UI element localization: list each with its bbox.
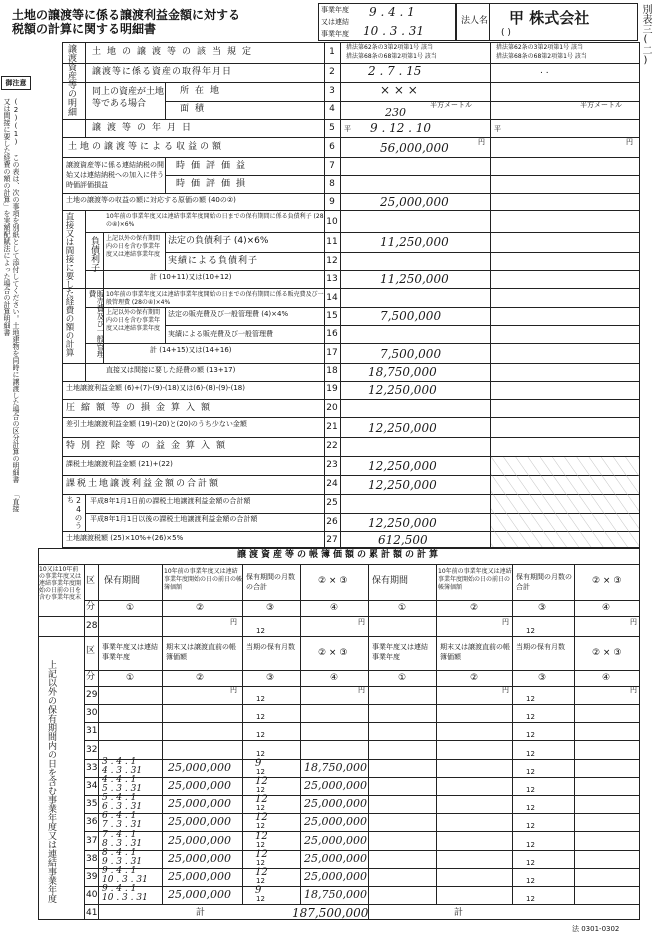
row10-label: 10年前の事業年度又は連結事業年度開始の日までの保有期間に係る負債利子 (28の④)×6%	[106, 213, 324, 228]
lower-row-line	[84, 704, 640, 705]
lower-row-line	[84, 759, 640, 760]
row5-label: 譲渡等の年月日	[92, 123, 198, 133]
lower-row-book[interactable]: 25,000,000	[168, 852, 231, 865]
row6-label: 土地の譲渡等による収益の額	[68, 142, 225, 152]
lower2-col-book-b: 期末又は譲渡直前の帳簿価額	[440, 643, 510, 661]
row15-prelabel: 上記以外の保有期間内の日を含む事業年度又は連結事業年度	[106, 309, 161, 332]
row41-no: 41	[86, 908, 98, 918]
lower-col-months-2: 保有期間の月数の合計	[516, 573, 572, 591]
row16-label: 実績による販売費及び一般管理費	[168, 330, 273, 338]
title-line-2: 税額の計算に関する明細書	[12, 22, 157, 36]
lower-row-twelve-b: 12	[526, 895, 535, 903]
label-of-which: 24のうち	[66, 496, 83, 529]
lower-row-line	[84, 850, 640, 851]
form-title	[12, 8, 312, 36]
lower-row-twelve: 12	[256, 786, 265, 794]
row9-no: 9	[329, 197, 335, 207]
circ1-d: ①	[398, 673, 407, 683]
circ1-a: ①	[126, 603, 135, 613]
lower2-col-book: 期末又は譲渡直前の帳簿価額	[166, 643, 236, 661]
lower2-ku: 区	[86, 646, 96, 656]
row41-label: 計	[196, 908, 206, 918]
lower-row-book[interactable]: 25,000,000	[168, 761, 231, 774]
corp-name-value[interactable]: 甲 株式会社	[509, 9, 590, 27]
lower-row-twelve-b: 12	[526, 786, 535, 794]
fiscal-year-box	[318, 3, 456, 41]
lower-row-twelve-b: 12	[526, 731, 535, 739]
lower-row-book[interactable]: 25,000,000	[168, 815, 231, 828]
hatch-area	[491, 457, 639, 547]
row17-label: 計 (14+15)又は(14+16)	[150, 346, 232, 354]
row13-label: 計 (10+11)又は(10+12)	[150, 273, 232, 281]
row6-unit2: 円	[626, 138, 633, 146]
row41-label-2: 計	[454, 908, 464, 918]
label-transfer-assets: 譲渡資産等の明細	[66, 44, 76, 116]
lower-row-no: 29	[86, 690, 98, 700]
label-holding: 10又は10年前の事業年度又は連結事業年度開始の日前の日を含む事業年度末	[39, 566, 82, 601]
row3-prelabel: 同上の資産が土地等である場合	[92, 87, 165, 109]
row2-c1[interactable]: 2 . 7 . 15	[368, 64, 422, 78]
row27-no: 27	[326, 535, 338, 545]
lower-row-period[interactable]: 7 . 4 . 1 8 . 3 . 31	[102, 830, 143, 849]
lower-row-product[interactable]: 25,000,000	[304, 779, 367, 792]
lower-title: 譲渡資産等の帳簿価額の累計額の計算	[236, 550, 441, 560]
lower-row-no: 40	[86, 890, 98, 900]
lower-row-period[interactable]: 3 . 4 . 1 4 . 3 . 31	[102, 757, 143, 776]
lower2-bun: 分	[86, 672, 96, 682]
lower-row-months[interactable]: 9	[255, 758, 262, 769]
circ3-a: ③	[266, 603, 275, 613]
lower-row-no: 37	[86, 836, 98, 846]
row25-label: 平成8年1月1日前の課税土地譲渡利益金額の合計額	[90, 497, 251, 505]
row23-no: 23	[326, 460, 338, 470]
lower-row-yen-2: 円	[358, 686, 365, 694]
lower-col-period: 保有期間	[104, 576, 141, 586]
row17-no: 17	[326, 348, 338, 358]
circ1-b: ①	[398, 603, 407, 613]
row6-unit: 円	[478, 138, 485, 146]
lower-col-book: 10年前の事業年度又は連結事業年度開始の日の前日の帳簿価額	[164, 568, 243, 591]
row5-c1[interactable]: 9 . 12 . 10	[370, 121, 432, 135]
row2-no: 2	[329, 67, 335, 77]
lower2-col-period-b: 事業年度又は連結事業年度	[372, 643, 428, 661]
lower-row-no: 32	[86, 745, 98, 755]
fiscal-label-3: 事業年度	[321, 30, 349, 38]
row1-c1b[interactable]: 措法第68条の68第2項第1号 該当	[346, 53, 437, 60]
row1-no: 1	[329, 47, 335, 57]
caution-text: (2)(1) この表は、次の事項を別紙として添付してください。土地建物を同時に譲渡した場合の区分計算の明細書 「直接又は間接に要した経費の額の計算」を実額配賦法によった場合の計算明細書	[3, 98, 20, 512]
row28-no: 28	[86, 621, 98, 631]
row5-prefix2: 平	[494, 125, 501, 133]
row23-c1[interactable]: 12,250,000	[368, 459, 437, 473]
circ2-c: ②	[196, 673, 205, 683]
lower-row-product[interactable]: 25,000,000	[304, 870, 367, 883]
circ4-a: ④	[330, 603, 339, 613]
row4-label: 面積	[180, 104, 211, 114]
lower-row-twelve-b: 12	[526, 859, 535, 867]
row12-label: 実績による負債利子	[168, 256, 259, 266]
row11-label: 法定の負債利子 (4)×6%	[168, 236, 269, 246]
lower-row-yen: 円	[230, 686, 237, 694]
row18-label: 直接又は間接に要した経費の額 (13+17)	[106, 366, 236, 374]
row41-value[interactable]: 187,500,000	[292, 906, 369, 920]
lower-row-months[interactable]: 12	[255, 812, 268, 823]
row4-unit2: 平方メートル	[580, 101, 622, 109]
row5-prefix: 平	[344, 125, 351, 133]
row20-no: 20	[326, 403, 338, 413]
lower-row-line	[84, 777, 640, 778]
row24-label: 課税土地譲渡利益金額の合計額	[66, 479, 221, 489]
circ2-b: ②	[470, 603, 479, 613]
row11-prelabel: 上記以外の保有期間内の日を含む事業年度又は連結事業年度	[106, 235, 161, 258]
lower-row-months[interactable]: 12	[255, 794, 268, 805]
row7-label: 時価評価益	[176, 161, 252, 171]
lower-row-book[interactable]: 25,000,000	[168, 834, 231, 847]
circ3-d: ③	[538, 673, 547, 683]
row4-no: 4	[329, 104, 335, 114]
lower-col-period-2: 保有期間	[372, 576, 409, 586]
lower2-col-months-b: 当期の保有月数	[516, 643, 565, 651]
row15-c1[interactable]: 7,500,000	[380, 309, 442, 323]
circ4-b: ④	[602, 603, 611, 613]
row28-twelve-2: 12	[526, 627, 535, 635]
circ2-d: ②	[470, 673, 479, 683]
lower-row-no: 33	[86, 763, 98, 773]
lower-row-period[interactable]: 8 . 4 . 1 9 . 3 . 31	[102, 848, 143, 867]
lower-row-yen-4: 円	[630, 686, 637, 694]
lower-row-twelve-b: 12	[526, 713, 535, 721]
row6-no: 6	[329, 142, 335, 152]
row27-label: 土地譲渡税額 (25)×10%+(26)×5%	[66, 534, 184, 542]
row7-no: 7	[329, 161, 335, 171]
lower-row-twelve: 12	[256, 841, 265, 849]
row26-label: 平成8年1月1日以後の課税土地譲渡利益金額の合計額	[90, 515, 258, 523]
lower-row-twelve: 12	[256, 731, 265, 739]
lower2-col-product: ② × ③	[318, 648, 348, 658]
lower-row-period[interactable]: 6 . 4 . 1 7 . 3 . 31	[102, 811, 143, 830]
lower-row-twelve-b: 12	[526, 877, 535, 885]
row3-c1[interactable]: × × ×	[380, 83, 418, 97]
row21-c1[interactable]: 12,250,000	[368, 421, 437, 435]
lower-row-period[interactable]: 5 . 4 . 1 6 . 3 . 31	[102, 793, 143, 812]
lower-row-twelve: 12	[256, 804, 265, 812]
row16-no: 16	[326, 329, 338, 339]
lower-row-twelve-b: 12	[526, 841, 535, 849]
lower-row-product[interactable]: 25,000,000	[304, 852, 367, 865]
fiscal-to-value[interactable]: 10 . 3 . 31	[363, 24, 425, 38]
row1-c1[interactable]: 措法第62条の3第2項第1号 該当	[346, 44, 433, 51]
lower-col-book-2: 10年前の事業年度又は連結事業年度開始の日の前日の帳簿価額	[438, 568, 512, 591]
appendix-label: 別表三(二)	[640, 4, 651, 66]
corporation-box	[456, 3, 638, 41]
row28-yen-4: 円	[630, 618, 637, 626]
label-interest: 負債利子	[89, 236, 99, 272]
lower-row-book[interactable]: 25,000,000	[168, 870, 231, 883]
row11-no: 11	[326, 237, 338, 247]
lower-row-no: 39	[86, 872, 98, 882]
lower-row-line	[84, 813, 640, 814]
row10-no: 10	[326, 217, 338, 227]
row11-c1[interactable]: 11,250,000	[380, 235, 449, 249]
lower-row-product[interactable]: 25,000,000	[304, 815, 367, 828]
lower-row-product[interactable]: 18,750,000	[304, 761, 367, 774]
lower-row-months[interactable]: 12	[255, 849, 268, 860]
row15-label: 法定の販売費及び一般管理費 (4)×4%	[168, 310, 289, 318]
row1-label: 土地の譲渡等の該当規定	[92, 47, 258, 57]
lower-row-no: 31	[86, 726, 98, 736]
row24-no: 24	[326, 479, 338, 489]
row15-no: 15	[326, 311, 338, 321]
lower-row-twelve-b: 12	[526, 750, 535, 758]
row4-unit: 平方メートル	[430, 101, 472, 109]
corp-label: 法人名	[461, 16, 489, 26]
row13-c1[interactable]: 11,250,000	[380, 272, 449, 286]
row22-no: 22	[326, 441, 338, 451]
row25-no: 25	[326, 498, 338, 508]
lower-row-product[interactable]: 18,750,000	[304, 888, 367, 901]
circ3-c: ③	[266, 673, 275, 683]
row22-label: 特別控除等の益金算入額	[66, 441, 232, 451]
row3-no: 3	[329, 86, 335, 96]
lower-col-product-2: ② × ③	[592, 576, 622, 586]
row21-no: 21	[326, 422, 338, 432]
lower-row-twelve: 12	[256, 895, 265, 903]
lower-row-twelve: 12	[256, 822, 265, 830]
lower-row-period[interactable]: 4 . 4 . 1 5 . 3 . 31	[102, 775, 143, 794]
lower-row-twelve: 12	[256, 768, 265, 776]
circ1-c: ①	[126, 673, 135, 683]
circ4-c: ④	[330, 673, 339, 683]
lower-row-line	[84, 795, 640, 796]
lower-col-product: ② × ③	[318, 576, 348, 586]
lower-row-no: 38	[86, 854, 98, 864]
circ3-b: ③	[538, 603, 547, 613]
row21-label: 差引土地譲渡利益金額 (19)-(20)と(20)のうち少ない金額	[66, 420, 247, 428]
row26-c1[interactable]: 12,250,000	[368, 516, 437, 530]
lower2-col-product-b: ② × ③	[592, 648, 622, 658]
row1-c2[interactable]: 措法第62条の3第2項第1号 該当	[496, 44, 583, 51]
row3-label: 所在地	[180, 86, 226, 96]
lower-row-twelve-b: 12	[526, 822, 535, 830]
row12-no: 12	[326, 256, 338, 266]
row28-yen-3: 円	[502, 618, 509, 626]
lower-row-twelve: 12	[256, 859, 265, 867]
row24-c1[interactable]: 12,250,000	[368, 478, 437, 492]
row14-label: 10年前の事業年度又は連結事業年度開始の日までの保有期間に係る販売費及び一般管理費 (28の④)×4%	[106, 291, 324, 306]
row8-no: 8	[329, 179, 335, 189]
row19-label: 土地譲渡利益金額 (6)+(7)-(9)-(18)又は(6)-(8)-(9)-(18)	[66, 384, 245, 392]
row20-label: 圧縮額等の損金算入額	[66, 403, 217, 413]
lower-row-period[interactable]: 9 . 4 . 1 10 . 3 . 31	[102, 866, 148, 885]
row2-label: 譲渡等に係る資産の取得年月日	[92, 67, 233, 77]
lower-row-twelve-b: 12	[526, 804, 535, 812]
row19-c1[interactable]: 12,250,000	[368, 383, 437, 397]
lower-row-twelve: 12	[256, 877, 265, 885]
row2-c2[interactable]: . .	[540, 66, 549, 76]
lower-row-months[interactable]: 9	[255, 885, 262, 896]
form-code: 法 0301-0302	[572, 925, 620, 933]
row1-c2b[interactable]: 措法第68条の68第2項第1号 該当	[496, 53, 587, 60]
lower-row-line	[84, 740, 640, 741]
lower-row-line	[84, 886, 640, 887]
lower-row-twelve: 12	[256, 695, 265, 703]
lower-row-no: 34	[86, 781, 98, 791]
lower-col-months: 保有期間の月数の合計	[246, 573, 295, 591]
row28-twelve: 12	[256, 627, 265, 635]
row28-yen: 円	[230, 618, 237, 626]
fiscal-label-2: 又は連結	[321, 18, 349, 26]
row4-c1[interactable]: 230	[385, 106, 406, 119]
fiscal-label-1: 事業年度	[321, 6, 349, 14]
label-other-period: 上記以外の保有期間内の日を含む事業年度又は連結事業年度	[46, 660, 56, 903]
corp-paren: ( )	[501, 28, 511, 38]
row13-no: 13	[326, 274, 338, 284]
label-direct-indirect: 直接又は間接に要した経費の額の計算	[64, 212, 74, 357]
lower-row-twelve-b: 12	[526, 695, 535, 703]
lower-row-no: 35	[86, 799, 98, 809]
row18-c1[interactable]: 18,750,000	[368, 365, 437, 379]
lower2-col-period: 事業年度又は連結事業年度	[102, 643, 158, 661]
row18-no: 18	[326, 366, 338, 376]
lower-row-twelve: 12	[256, 713, 265, 721]
lower-row-product[interactable]: 25,000,000	[304, 834, 367, 847]
lower-row-no: 36	[86, 817, 98, 827]
lower-row-line	[84, 868, 640, 869]
lower-row-line	[84, 831, 640, 832]
row14-no: 14	[326, 293, 338, 303]
lower2-col-months: 当期の保有月数	[246, 643, 295, 651]
lower-row-product[interactable]: 25,000,000	[304, 797, 367, 810]
lower-row-book[interactable]: 25,000,000	[168, 797, 231, 810]
lower-row-months[interactable]: 12	[255, 776, 268, 787]
row17-c1[interactable]: 7,500,000	[380, 347, 442, 361]
row28-yen-2: 円	[358, 618, 365, 626]
lower-row-book[interactable]: 25,000,000	[168, 888, 231, 901]
lower-row-period[interactable]: 9 . 4 . 1 10 . 3 . 31	[102, 884, 148, 903]
lower-row-line	[84, 722, 640, 723]
circ4-d: ④	[602, 673, 611, 683]
row27-c1[interactable]: 612,500	[378, 533, 428, 547]
fiscal-from-value[interactable]: 9 . 4 . 1	[369, 5, 415, 19]
caution-title: 御注意	[1, 76, 31, 90]
lower-bun: 分	[86, 602, 96, 612]
title-line-1: 土地の譲渡等に係る譲渡利益金額に対する	[12, 8, 241, 22]
lower-row-months[interactable]: 12	[255, 867, 268, 878]
lower-row-yen-3: 円	[502, 686, 509, 694]
lower-row-twelve: 12	[256, 750, 265, 758]
row9-c1[interactable]: 25,000,000	[380, 195, 449, 209]
circ2-a: ②	[196, 603, 205, 613]
row6-c1[interactable]: 56,000,000	[380, 141, 449, 155]
row26-no: 26	[326, 517, 338, 527]
row7-prelabel: 譲渡資産等に係る連結納税の開始又は連結納税への加入に伴う時価評価損益	[66, 161, 164, 189]
lower-row-twelve-b: 12	[526, 768, 535, 776]
row8-label: 時価評価損	[176, 179, 252, 189]
row9-label: 土地の譲渡等の収益の額に対応する原価の額 (40の②)	[66, 196, 236, 204]
row23-label: 課税土地譲渡利益金額 (21)+(22)	[66, 460, 173, 468]
row5-no: 5	[329, 123, 335, 133]
lower-row-no: 30	[86, 708, 98, 718]
row19-no: 19	[326, 384, 338, 394]
lower-ku: 区	[86, 576, 96, 586]
lower-row-book[interactable]: 25,000,000	[168, 779, 231, 792]
label-sales: 販売費及び一般管理費	[88, 290, 105, 358]
lower-row-months[interactable]: 12	[255, 831, 268, 842]
